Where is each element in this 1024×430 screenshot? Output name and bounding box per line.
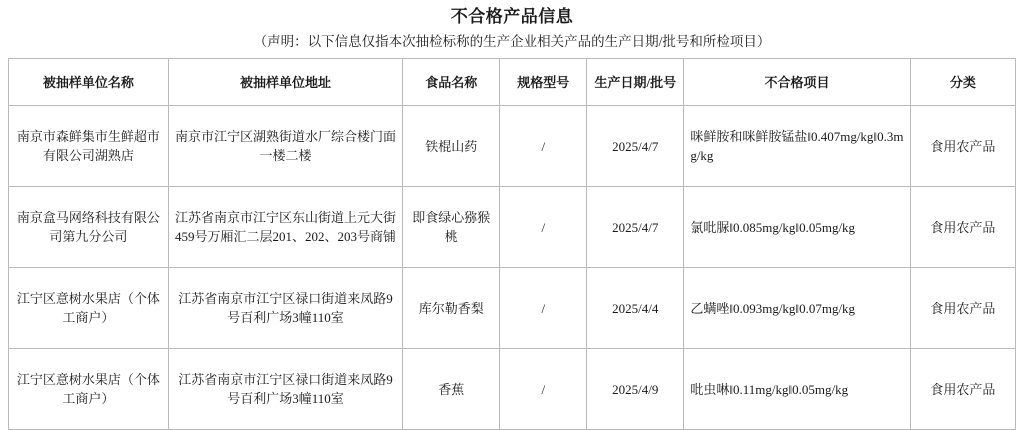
page-subtitle: （声明：以下信息仅指本次抽检标称的生产企业相关产品的生产日期/批号和所检项目） — [253, 34, 771, 49]
column-header-category: 分类 — [910, 59, 1015, 106]
table-header-row — [9, 59, 1016, 106]
cell-unqualified-item: 氯吡脲‖0.085mg/kg‖0.05mg/kg — [684, 187, 910, 268]
cell-unit-name: 江宁区意树水果店（个体工商户） — [9, 268, 169, 349]
unqualified-products-table — [8, 58, 1016, 430]
cell-unqualified-item: 乙螨唑‖0.093mg/kg‖0.07mg/kg — [684, 268, 910, 349]
column-header-unqualified-item: 不合格项目 — [684, 59, 910, 106]
column-header-spec-model: 规格型号 — [500, 59, 587, 106]
column-header-unit-name: 被抽样单位名称 — [9, 59, 169, 106]
cell-spec-model: / — [500, 187, 587, 268]
cell-unqualified-item: 吡虫啉‖0.11mg/kg‖0.05mg/kg — [684, 349, 910, 430]
cell-food-name: 香蕉 — [403, 349, 500, 430]
page-title: 不合格产品信息 — [450, 7, 574, 26]
cell-production-date: 2025/4/7 — [587, 106, 684, 187]
table-row — [9, 349, 1016, 430]
cell-production-date: 2025/4/4 — [587, 268, 684, 349]
cell-unit-address: 江苏省南京市江宁区禄口街道来凤路9号百利广场3幢110室 — [168, 268, 403, 349]
cell-spec-model: / — [500, 268, 587, 349]
table-header — [9, 59, 1016, 106]
cell-food-name: 即食绿心猕猴桃 — [403, 187, 500, 268]
cell-food-name: 铁棍山药 — [403, 106, 500, 187]
cell-category: 食用农产品 — [910, 349, 1015, 430]
table-row — [9, 268, 1016, 349]
cell-food-name: 库尔勒香梨 — [403, 268, 500, 349]
cell-production-date: 2025/4/7 — [587, 187, 684, 268]
cell-category: 食用农产品 — [910, 187, 1015, 268]
table-row — [9, 187, 1016, 268]
cell-unit-name: 江宁区意树水果店（个体工商户） — [9, 349, 169, 430]
table-body — [9, 106, 1016, 430]
cell-unit-name: 南京市森鲜集市生鲜超市有限公司湖熟店 — [9, 106, 169, 187]
cell-category: 食用农产品 — [910, 268, 1015, 349]
cell-category: 食用农产品 — [910, 106, 1015, 187]
cell-spec-model: / — [500, 106, 587, 187]
cell-unit-address: 江苏省南京市江宁区东山街道上元大街459号万厢汇二层201、202、203号商铺 — [168, 187, 403, 268]
table-row — [9, 106, 1016, 187]
cell-spec-model: / — [500, 349, 587, 430]
cell-unqualified-item: 咪鲜胺和咪鲜胺锰盐‖0.407mg/kg‖0.3mg/kg — [684, 106, 910, 187]
cell-unit-address: 南京市江宁区湖熟街道水厂综合楼门面一楼二楼 — [168, 106, 403, 187]
cell-production-date: 2025/4/9 — [587, 349, 684, 430]
cell-unit-address: 江苏省南京市江宁区禄口街道来凤路9号百利广场3幢110室 — [168, 349, 403, 430]
cell-unit-name: 南京盒马网络科技有限公司第九分公司 — [9, 187, 169, 268]
column-header-food-name: 食品名称 — [403, 59, 500, 106]
column-header-production-date: 生产日期/批号 — [587, 59, 684, 106]
column-header-unit-address: 被抽样单位地址 — [168, 59, 403, 106]
